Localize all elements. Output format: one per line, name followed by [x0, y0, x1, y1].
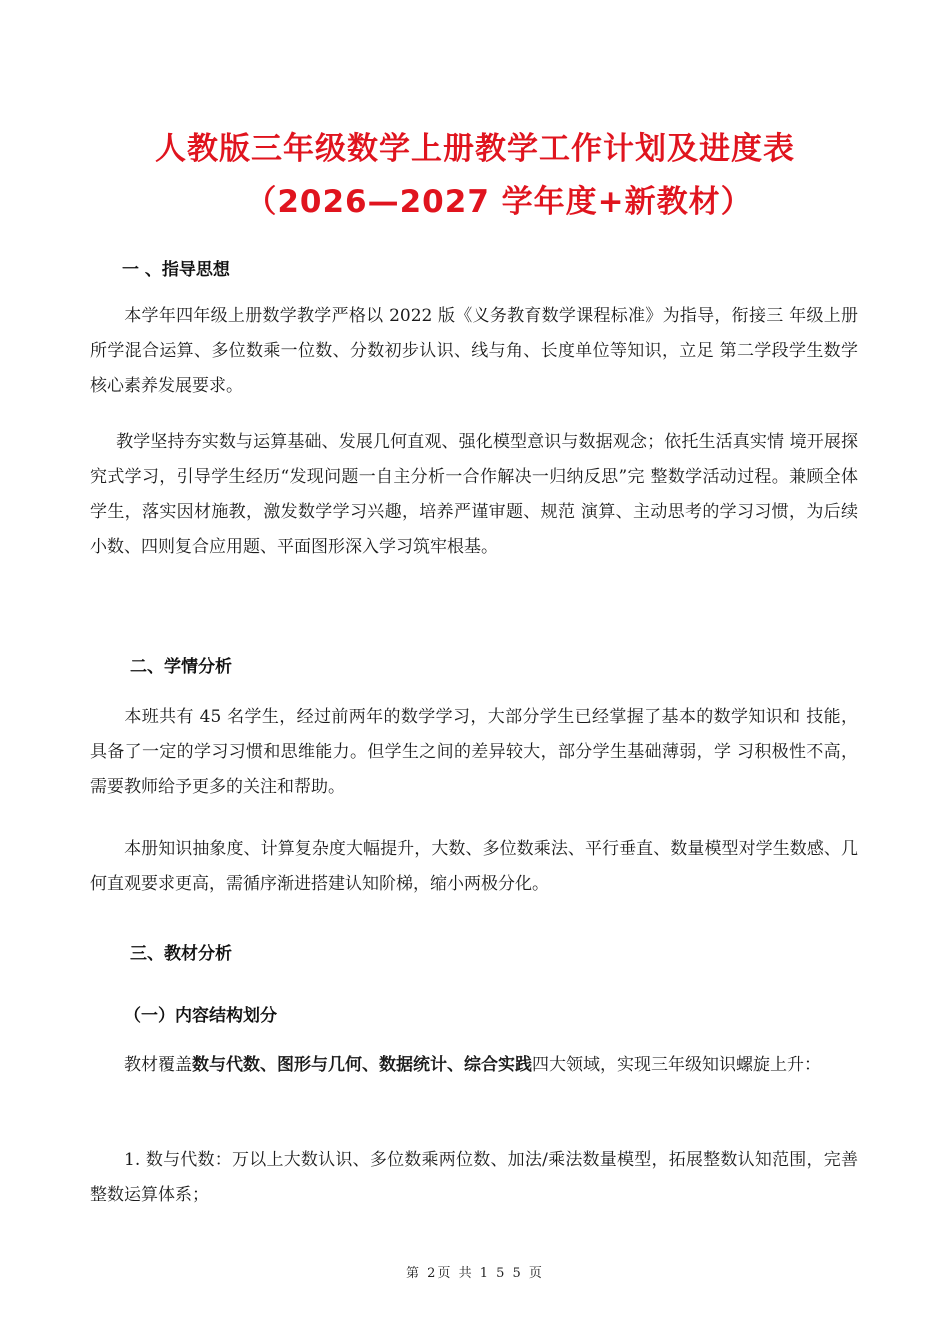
- paragraph-guiding-2: [90, 425, 858, 565]
- section-heading-textbook-analysis: 三、教材分析: [130, 944, 232, 964]
- paragraph-learning-2: [90, 832, 858, 902]
- paragraph-text: 1. 数与代数：万以上大数认识、多位数乘两位数、加法/乘法数量模型，拓展整数认知范围，完善整数运算体系；: [90, 1150, 858, 1205]
- paragraph-textbook-1: [90, 1048, 858, 1083]
- section-heading-learning-analysis: 二、学情分析: [130, 657, 232, 677]
- paragraph-learning-1: [90, 700, 858, 805]
- document-title-line2: （2026—2027 学年度+新教材）: [245, 184, 753, 220]
- document-title-line1: 人教版三年级数学上册教学工作计划及进度表: [155, 131, 795, 167]
- paragraph-text: 本册知识抽象度、计算复杂度大幅提升，大数、多位数乘法、平行垂直、数量模型对学生数感、几何直观要求更高，需循序渐进搭建认知阶梯，缩小两极分化。: [90, 839, 858, 894]
- paragraph-text-post: 四大领域，实现三年级知识螺旋上升：: [532, 1055, 821, 1075]
- paragraph-guiding-1: [90, 299, 858, 404]
- subsection-heading-content-structure: （一）内容结构划分: [124, 1006, 277, 1026]
- section-heading-guiding-ideology: 一 、指导思想: [122, 260, 230, 280]
- paragraph-textbook-2: [90, 1143, 858, 1213]
- paragraph-text-bold: 数与代数、图形与几何、数据统计、综合实践: [192, 1055, 532, 1075]
- paragraph-text-pre: 教材覆盖: [124, 1055, 192, 1075]
- page-footer: 第 2页 共 1 5 5 页: [406, 1266, 544, 1281]
- paragraph-text: 教学坚持夯实数与运算基础、发展几何直观、强化模型意识与数据观念；依托生活真实情 境开展探究式学习，引导学生经历“发现问题一自主分析一合作解决一归纳反思”完 整数学活动过程。兼顾全体学生，落实因材施教，激发数学学习兴趣，培养严谨审题、规范 演算、主动思考的学习习惯，为后续小数、四则复合应用题、平面图形深入学习筑牢根基。: [90, 432, 858, 557]
- paragraph-text: 本学年四年级上册数学教学严格以 2022 版《义务教育数学课程标准》为指导，衔接三 年级上册所学混合运算、多位数乘一位数、分数初步认识、线与角、长度单位等知识，立足 第二学段学生数学核心素养发展要求。: [90, 306, 858, 396]
- paragraph-text: 本班共有 45 名学生，经过前两年的数学学习，大部分学生已经掌握了基本的数学知识和 技能，具备了一定的学习习惯和思维能力。但学生之间的差异较大，部分学生基础薄弱，学 习积极性不高，需要教师给予更多的关注和帮助。: [90, 707, 858, 797]
